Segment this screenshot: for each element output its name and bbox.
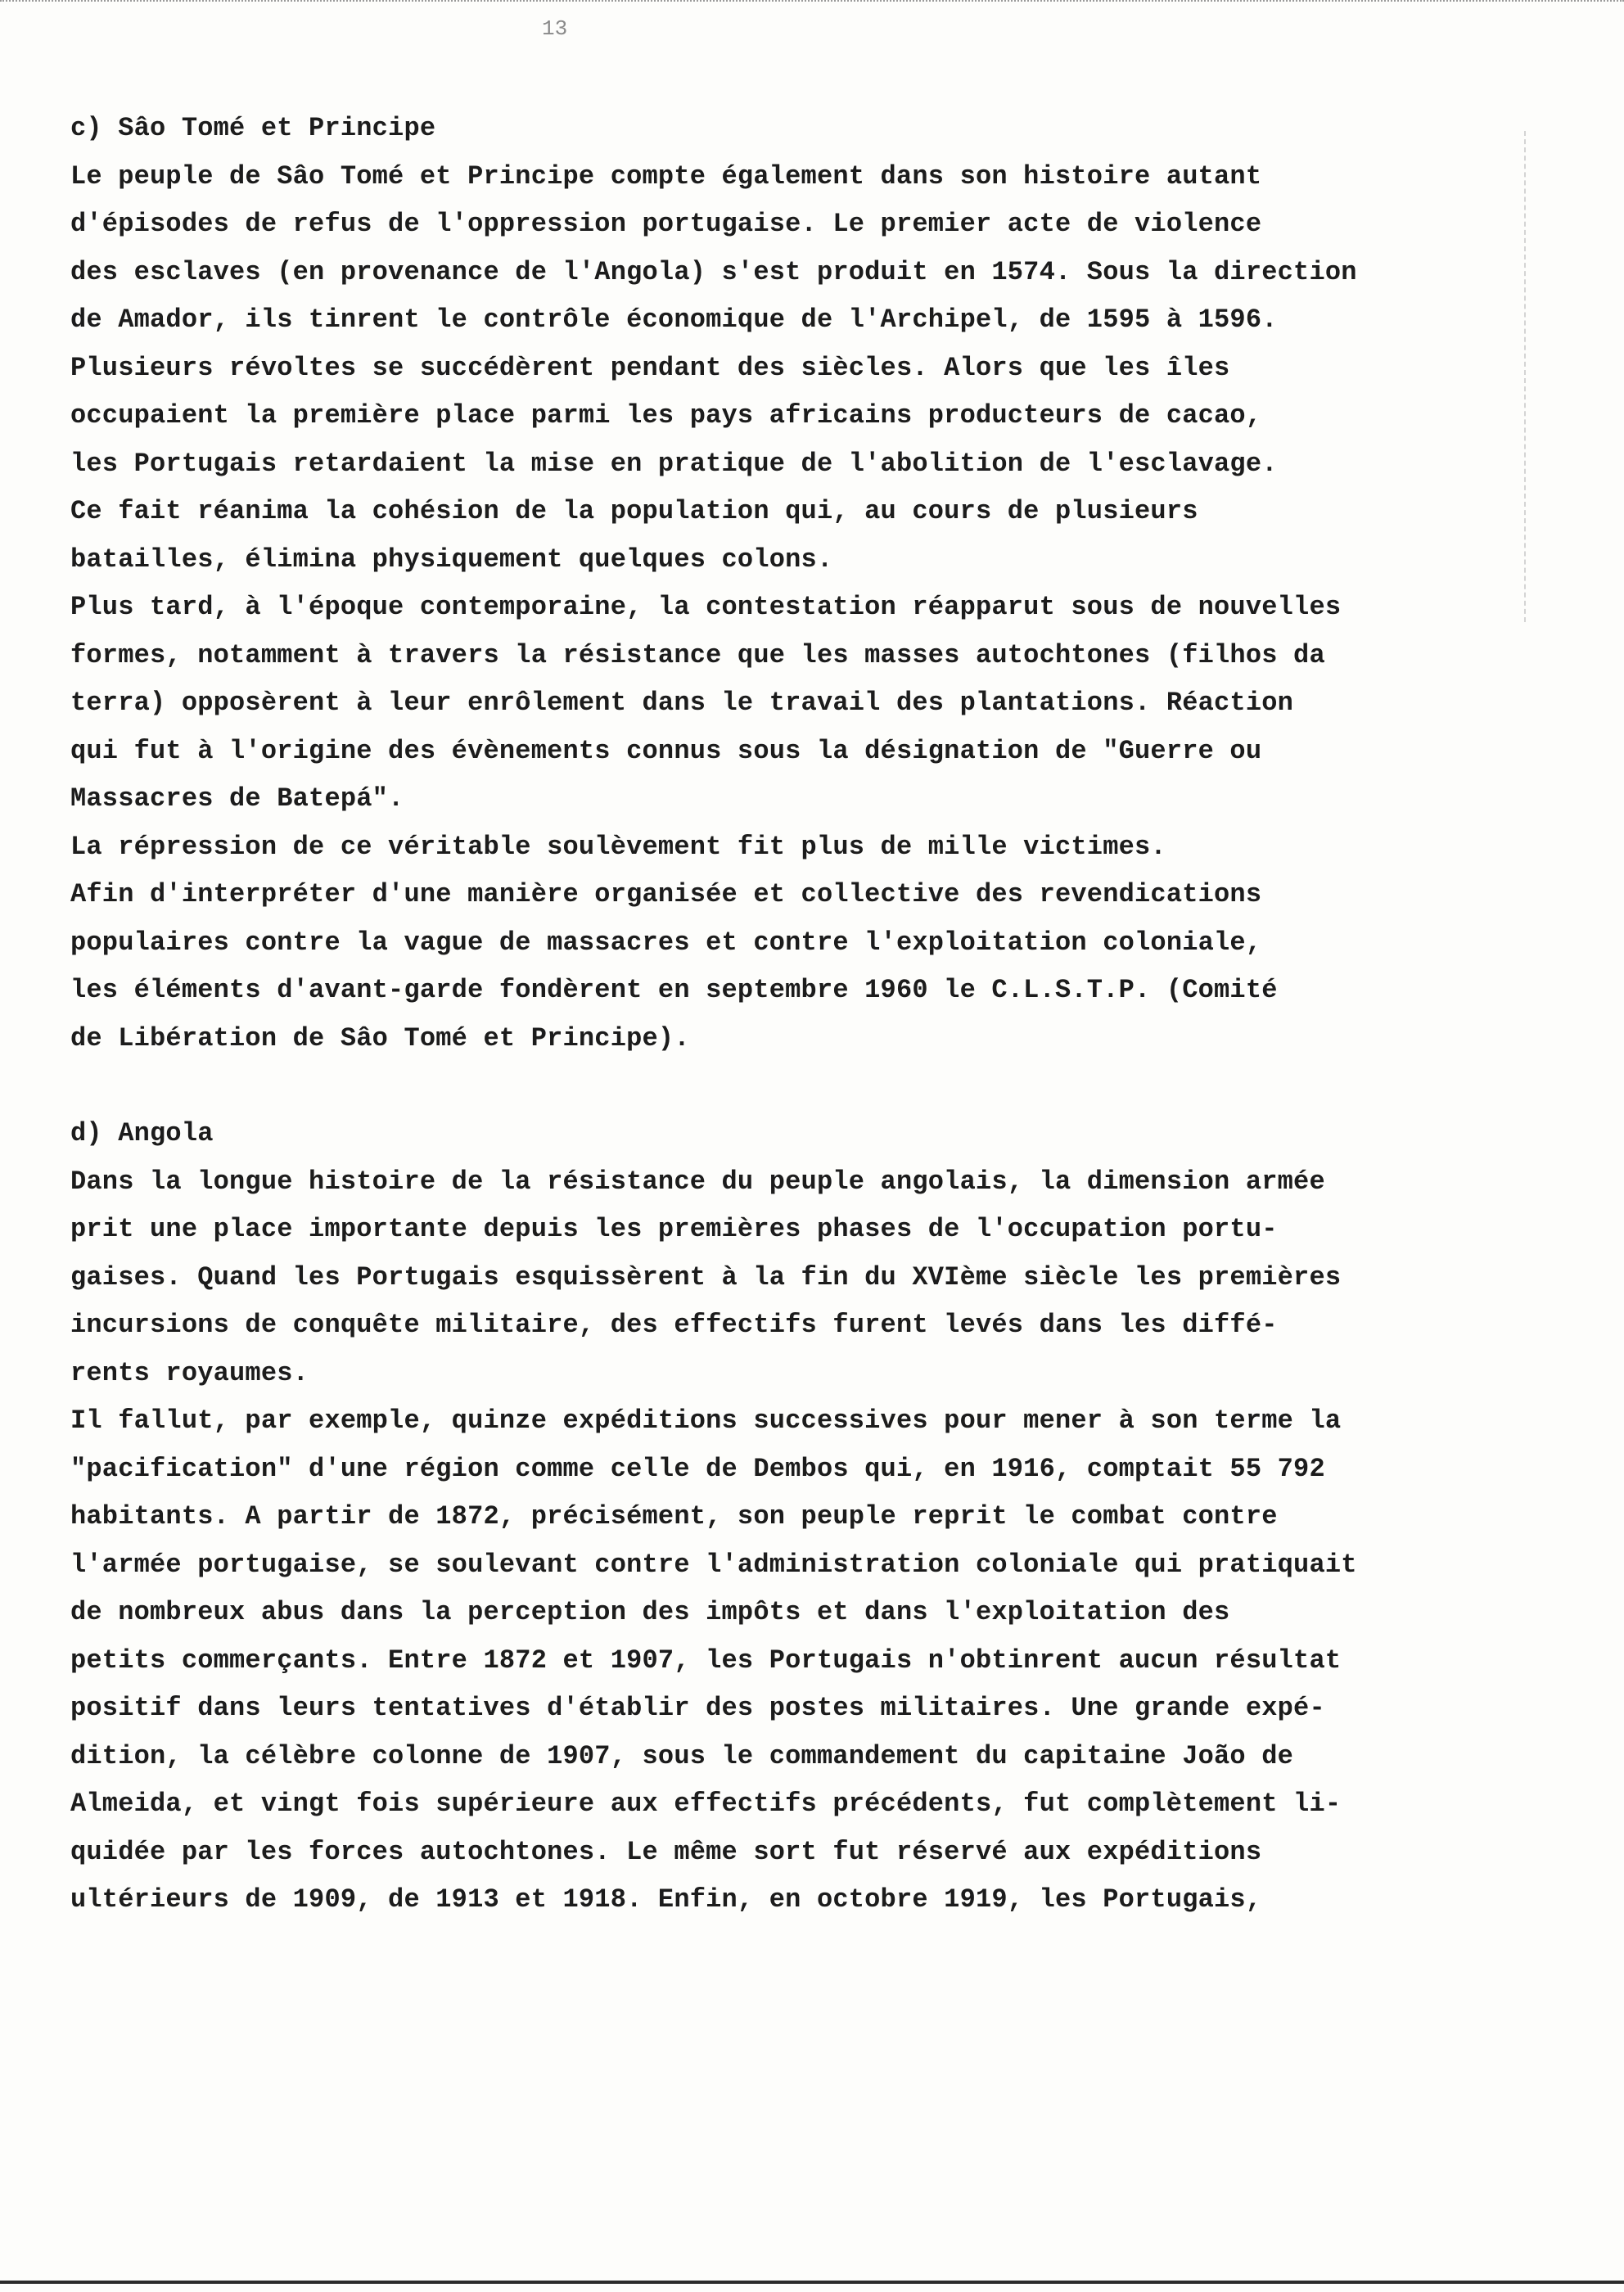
text-line: de Libération de Sâo Tomé et Principe). bbox=[70, 1022, 690, 1054]
text-line: occupaient la première place parmi les pays africains producteurs de cacao, bbox=[70, 400, 1262, 431]
text-line: batailles, élimina physiquement quelques colons. bbox=[70, 544, 833, 575]
text-line: rents royaumes. bbox=[70, 1357, 309, 1388]
text-line: de nombreux abus dans la perception des impôts et dans l'exploitation des bbox=[70, 1597, 1230, 1627]
text-line: les éléments d'avant-garde fondèrent en septembre 1960 le C.L.S.T.P. (Comité bbox=[70, 975, 1278, 1005]
text-line: Plus tard, à l'époque contemporaine, la contestation réapparut sous de nouvelles bbox=[70, 592, 1342, 622]
document-body bbox=[70, 105, 1429, 1924]
text-line: Plusieurs révoltes se succédèrent pendant des siècles. Alors que les îles bbox=[70, 352, 1230, 383]
scan-edge-mark bbox=[0, 0, 1624, 10]
text-line: La répression de ce véritable soulèvement fit plus de mille victimes. bbox=[70, 831, 1166, 862]
text-line: "pacification" d'une région comme celle de Dembos qui, en 1916, comptait 55 792 bbox=[70, 1453, 1325, 1484]
scan-bottom-edge bbox=[0, 2281, 1624, 2284]
text-line: terra) opposèrent à leur enrôlement dans le travail des plantations. Réaction bbox=[70, 688, 1294, 718]
scan-margin-line bbox=[1524, 131, 1526, 622]
text-line: ultérieurs de 1909, de 1913 et 1918. Enfin, en octobre 1919, les Portugais, bbox=[70, 1884, 1262, 1915]
text-line: les Portugais retardaient la mise en pratique de l'abolition de l'esclavage. bbox=[70, 448, 1278, 479]
text-line: petits commerçants. Entre 1872 et 1907, les Portugais n'obtinrent aucun résultat bbox=[70, 1645, 1342, 1676]
text-line: positif dans leurs tentatives d'établir des postes militaires. Une grande expé- bbox=[70, 1693, 1325, 1723]
text-line: d'épisodes de refus de l'oppression portugaise. Le premier acte de violence bbox=[70, 209, 1262, 239]
text-line: prit une place importante depuis les premières phases de l'occupation portu- bbox=[70, 1214, 1278, 1244]
text-line: Afin d'interpréter d'une manière organisée et collective des revendications bbox=[70, 879, 1262, 909]
text-line: formes, notamment à travers la résistance que les masses autochtones (filhos da bbox=[70, 639, 1325, 670]
text-line: de Amador, ils tinrent le contrôle économique de l'Archipel, de 1595 à 1596. bbox=[70, 305, 1278, 335]
section-gap bbox=[70, 1063, 1429, 1110]
text-line: Almeida, et vingt fois supérieure aux effectifs précédents, fut complètement li- bbox=[70, 1789, 1342, 1819]
text-line: gaises. Quand les Portugais esquissèrent à la fin du XVIème siècle les premières bbox=[70, 1261, 1342, 1293]
text-line: quidée par les forces autochtones. Le même sort fut réservé aux expéditions bbox=[70, 1836, 1262, 1867]
page-number: 13 bbox=[542, 16, 568, 41]
text-line: Ce fait réanima la cohésion de la population qui, au cours de plusieurs bbox=[70, 496, 1198, 526]
text-line: l'armée portugaise, se soulevant contre l'administration coloniale qui pratiquait bbox=[70, 1549, 1357, 1580]
text-line: qui fut à l'origine des évènements connus sous la désignation de "Guerre ou bbox=[70, 735, 1262, 766]
text-line: Il fallut, par exemple, quinze expéditions successives pour mener à son terme la bbox=[70, 1405, 1342, 1436]
text-line: Massacres de Batepá". bbox=[70, 783, 404, 814]
text-line: populaires contre la vague de massacres et contre l'exploitation coloniale, bbox=[70, 927, 1262, 958]
text-line: habitants. A partir de 1872, précisément, son peuple reprit le combat contre bbox=[70, 1501, 1278, 1532]
text-line: Le peuple de Sâo Tomé et Principe compte également dans son histoire autant bbox=[70, 160, 1262, 192]
section-heading-angola: d) Angola bbox=[70, 1118, 214, 1148]
text-line: des esclaves (en provenance de l'Angola) s'est produit en 1574. Sous la direction bbox=[70, 256, 1357, 287]
text-line: dition, la célèbre colonne de 1907, sous le commandement du capitaine João de bbox=[70, 1740, 1294, 1771]
section-heading-sao-tome: c) Sâo Tomé et Principe bbox=[70, 113, 436, 143]
text-line: incursions de conquête militaire, des effectifs furent levés dans les diffé- bbox=[70, 1310, 1278, 1340]
text-line: Dans la longue histoire de la résistance du peuple angolais, la dimension armée bbox=[70, 1166, 1325, 1197]
